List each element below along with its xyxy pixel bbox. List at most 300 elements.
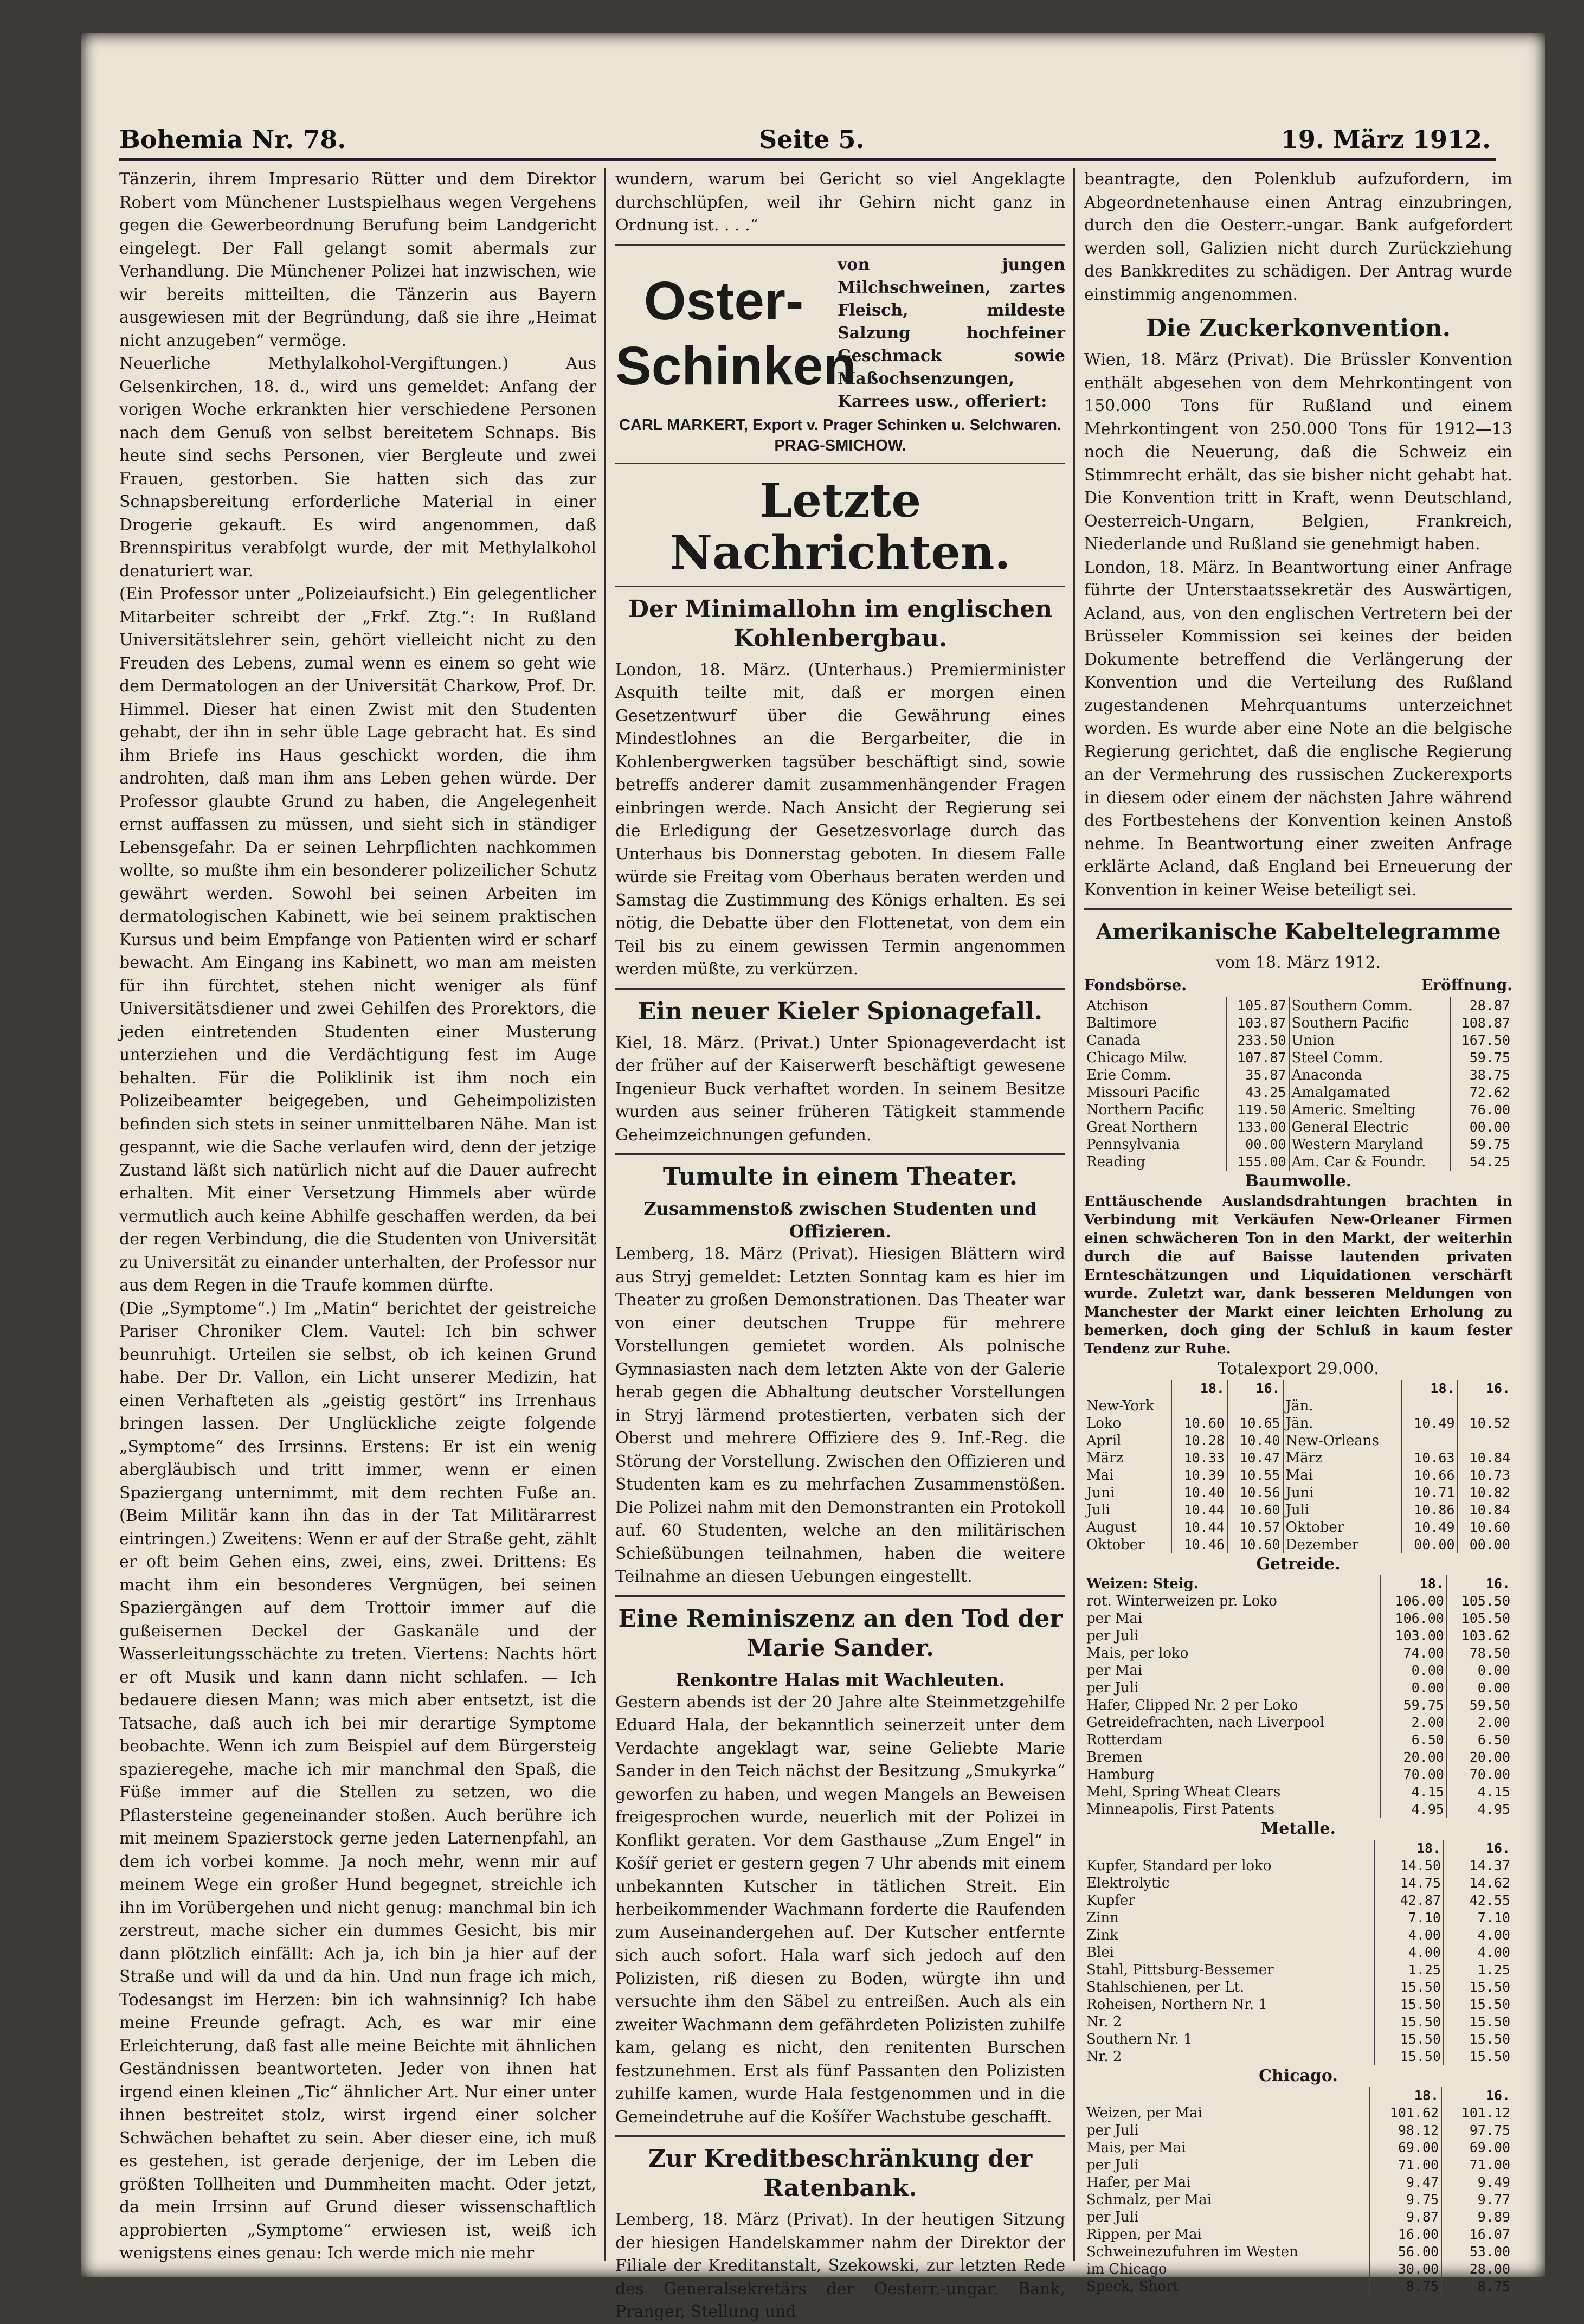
table-row xyxy=(1084,1519,1512,1536)
table-cell: 101.12 xyxy=(1441,2104,1512,2122)
table-cell: 14.37 xyxy=(1444,1857,1512,1874)
table-header-row xyxy=(1084,1840,1512,1857)
table-cell: Nr. 2 xyxy=(1086,2048,1122,2065)
table-cell: 10.66 xyxy=(1402,1467,1458,1484)
table-cell: 70.00 xyxy=(1447,1766,1512,1783)
table-cell: 10.49 xyxy=(1402,1415,1458,1432)
table-row xyxy=(1084,1136,1512,1153)
table-cell: Stahlschienen, per Lt. xyxy=(1086,1979,1245,1995)
table-cell: 2.00 xyxy=(1447,1714,1512,1731)
table-header-cell: 16. xyxy=(1447,1575,1512,1593)
table-header-row xyxy=(1084,1575,1512,1593)
table-cell: 00.00 xyxy=(1226,1136,1289,1153)
article-heading: Der Minimallohn im englischen Kohlenbergbau. xyxy=(628,595,1053,652)
table-cell: General Electric xyxy=(1289,1119,1451,1136)
table-cell: 71.00 xyxy=(1441,2156,1512,2174)
table-cell: 10.44 xyxy=(1171,1501,1227,1519)
table-cell: 53.00 xyxy=(1441,2243,1512,2261)
table-cell: 15.50 xyxy=(1374,2031,1444,2048)
table-cell xyxy=(1402,1397,1458,1415)
table-cell: 1.25 xyxy=(1374,1961,1444,1979)
table-cell: 10.60 xyxy=(1458,1519,1512,1536)
table-cell: März xyxy=(1086,1449,1124,1466)
newspaper-page xyxy=(81,33,1545,2321)
table-row xyxy=(1084,2048,1512,2065)
table-cell: 59.75 xyxy=(1450,1136,1512,1153)
table-cell: 4.95 xyxy=(1447,1801,1512,1818)
chicago-label: Chicago. xyxy=(1259,2066,1338,2085)
table-cell: 69.00 xyxy=(1441,2139,1512,2156)
table-cell: 10.84 xyxy=(1458,1449,1512,1467)
table-row xyxy=(1084,1645,1512,1662)
table-cell: 98.12 xyxy=(1370,2122,1441,2139)
table-cell: 15.50 xyxy=(1444,2013,1512,2031)
table-row xyxy=(1084,1101,1512,1119)
header-rule xyxy=(119,158,1496,161)
table-row xyxy=(1084,1397,1512,1415)
article-heading: Ein neuer Kieler Spionagefall. xyxy=(638,997,1043,1025)
table-row xyxy=(1084,1944,1512,1961)
table-cell: 8.75 xyxy=(1441,2278,1512,2295)
separator xyxy=(1084,908,1512,910)
table-header-cell xyxy=(1084,1380,1171,1397)
table-cell: New-Orleans xyxy=(1283,1432,1402,1449)
table-cell: April xyxy=(1086,1432,1122,1449)
table-cell: im Chicago xyxy=(1086,2261,1167,2277)
table-cell: 10.60 xyxy=(1171,1415,1227,1432)
table-row xyxy=(1084,1927,1512,1944)
col2-intro: wundern, warum bei Gericht so viel Angeklagte durchschlüpfen, weil ihr Gehirn nicht ganz in Ordnung ist. . . .“ xyxy=(615,170,1065,235)
table-row xyxy=(1084,2013,1512,2031)
table-header-cell: 16. xyxy=(1227,1380,1283,1397)
table-cell: 10.73 xyxy=(1458,1467,1512,1484)
table-row xyxy=(1084,2243,1512,2261)
table-cell: 2.00 xyxy=(1380,1714,1446,1731)
table-row xyxy=(1084,1484,1512,1501)
article-text: London, 18. März. (Unterhaus.) Premierminister Asquith teilte mit, daß er morgen einen Gesetzentwurf über die Gewährung eines Mindestlohnes an die Bergarbeiter, die in Kohlenbergwerken tagsüber beschäftigt sind, sowie betreffs anderer damit zusammenhängender Fragen einbringen werde. Nach Ansicht der Regierung sei die Erledigung der Gesetzesvorlage durch das Unterhaus bis Donnerstag geboten. In diesem Falle würde sie Freitag vom Oberhaus beraten werden und Samstag die Zustimmung des Königs erhalten. Es sei nötig, die Debatte über den Flottenetat, von dem ein Teil bis zu einem gewissen Termin angenommen werden müßte, zu verkürzen. xyxy=(615,660,1065,979)
table-cell: 10.52 xyxy=(1458,1415,1512,1432)
fonds-label: Fondsbörse. xyxy=(1084,976,1187,994)
table-cell: Weizen, per Mai xyxy=(1086,2104,1202,2121)
table-header-cell: 18. xyxy=(1370,2087,1441,2104)
table-cell: 14.62 xyxy=(1444,1874,1512,1892)
table-row xyxy=(1084,2031,1512,2048)
table-header-cell: 18. xyxy=(1374,1840,1444,1857)
table-cell: Mai xyxy=(1086,1467,1114,1484)
table-cell: Reading xyxy=(1086,1153,1145,1170)
table-cell: Canada xyxy=(1086,1032,1141,1049)
table-cell: 30.00 xyxy=(1370,2261,1441,2278)
table-row xyxy=(1084,2209,1512,2226)
table-cell: Rippen, per Mai xyxy=(1086,2226,1202,2243)
table-cell: März xyxy=(1283,1449,1402,1467)
separator xyxy=(615,244,1065,246)
table-cell: 101.62 xyxy=(1370,2104,1441,2122)
table-cell: Hafer, Clipped Nr. 2 per Loko xyxy=(1086,1697,1298,1713)
table-cell: Kupfer, Standard per loko xyxy=(1086,1857,1272,1874)
table-cell: 7.10 xyxy=(1444,1909,1512,1927)
table-cell: August xyxy=(1086,1519,1137,1536)
col1-paragraph: (Ein Professor unter „Polizeiaufsicht.) Ein gelegentlicher Mitarbeiter schreibt der „Frkf. Ztg.“: In Rußland Universitätslehrer sein, gehört vielleicht nicht zu den Freuden des Lebens, zumal wenn es einem so geht wie dem Dermatologen an der Universität Charkow, Prof. Dr. Himmel. Dieser hat einen Zwist mit den Studenten gehabt, der ihn in sehr üble Lage gebracht hat. Es sind ihm Briefe ins Haus geschickt worden, die ihm androhten, daß man ihm ans Leben gehen würde. Der Professor glaubte Grund zu haben, die Angelegenheit ernst auffassen zu müssen, und sieht sich in ständiger Lebensgefahr. Da er seinen Lehrpflichten nachkommen wollte, so mußte ihm ein besonderer polizeilicher Schutz gewährt werden. Sowohl bei seinen Arbeiten im dermatologischen Kabinett, wie bei seinem praktischen Kursus und beim Empfange von Patienten wird er scharf bewacht. Am Eingang ins Kabinett, wo man am meisten für ihn fürchtet, stehen nicht weniger als fünf Universitätsdiener und zwei Gehilfen des Prorektors, die jeden eintretenden Studenten einer Musterung unterziehen und die Verdächtigung fest im Auge behalten. Für die Poliklinik ist ihm noch ein Polizeibeamter beigegeben, und Geheimpolizisten befinden sich stets in seiner unmittelbaren Nähe. Man ist gespannt, wie die Sache verlaufen wird, denn der jetzige Zustand läßt sich natürlich nicht auf die Dauer aufrecht erhalten. Mit einer Versetzung Himmels aber würde vermutlich auch keine Abhilfe geschaffen werden, da bei der regen Verbindung, die die Studenten von Universität zu Universität zu einander unterhalten, der Professor nur aus dem Regen in die Traufe kommen dürfte. xyxy=(119,585,596,1295)
table-row xyxy=(1084,1627,1512,1645)
table-cell: Juli xyxy=(1086,1501,1110,1518)
article-subheading: Renkontre Halas mit Wachleuten. xyxy=(675,1669,1005,1690)
table-cell: 42.55 xyxy=(1444,1892,1512,1909)
table-cell: 72.62 xyxy=(1450,1084,1512,1101)
table-cell: 10.86 xyxy=(1402,1501,1458,1519)
table-cell: Roheisen, Northern Nr. 1 xyxy=(1086,1996,1267,2013)
section-heading: Letzte Nachrichten. xyxy=(669,473,1011,580)
table-header-cell xyxy=(1084,1840,1374,1857)
table-cell: per Juli xyxy=(1086,2122,1139,2139)
table-cell: Pennsylvania xyxy=(1086,1136,1180,1153)
issue-label: Bohemia Nr. 78. xyxy=(119,125,346,154)
table-cell: 15.50 xyxy=(1444,1979,1512,1996)
metal-table xyxy=(1084,1840,1512,2065)
table-cell: 56.00 xyxy=(1370,2243,1441,2261)
total-export: Totalexport 29.000. xyxy=(1218,1359,1379,1378)
table-row xyxy=(1084,1697,1512,1714)
table-cell: Steel Comm. xyxy=(1289,1049,1451,1067)
advertisement-oster-schinken xyxy=(615,252,1065,415)
table-cell: 8.75 xyxy=(1370,2278,1441,2295)
table-cell: 4.00 xyxy=(1374,1944,1444,1961)
table-cell: 00.00 xyxy=(1450,1119,1512,1136)
table-cell: 10.63 xyxy=(1402,1449,1458,1467)
table-cell: Mais, per Mai xyxy=(1086,2139,1186,2156)
issue-date: 19. März 1912. xyxy=(1280,125,1491,154)
table-cell: 10.40 xyxy=(1227,1432,1283,1449)
table-cell: 9.87 xyxy=(1370,2209,1441,2226)
table-cell: 10.39 xyxy=(1171,1467,1227,1484)
table-cell: per Mai xyxy=(1086,1610,1143,1627)
table-cell: Getreidefrachten, nach Liverpool xyxy=(1086,1714,1324,1731)
table-row xyxy=(1084,2122,1512,2139)
table-row xyxy=(1084,1714,1512,1731)
table-cell: 38.75 xyxy=(1450,1067,1512,1084)
table-cell: New-York xyxy=(1086,1397,1155,1414)
col1-paragraph: Tänzerin, ihrem Impresario Rütter und dem Direktor Robert vom Münchener Lustspielhaus wegen Vergehens gegen die Gewerbeordnung Berufung beim Landgericht eingelegt. Der Fall gelangt somit abermals zur Verhandlung. Die Münchener Polizei hat inzwischen, wie wir bereits mitteilten, die Tänzerin aus Bayern ausgewiesen mit der Begründung, daß sie ihre „Heimat nicht anzugeben“ vermöge. xyxy=(119,170,596,350)
table-cell xyxy=(1402,1432,1458,1449)
article-text: Gestern abends ist der 20 Jahre alte Steinmetzgehilfe Eduard Hala, der bekanntlich seinerzeit unter dem Verdachte angeklagt war, seine Geliebte Marie Sander in den Teich nächst der Besitzung „Smukyrka“ geworfen zu haben, und wegen Mangels an Beweisen freigesprochen wurde, neuerlich mit der Polizei in Konflikt geraten. Vor dem Gasthause „Zum Engel“ in Košíř geriet er gestern gegen 7 Uhr abends mit einem unbekannten Kutscher in tätlichen Streit. Ein herbeikommender Wachmann forderte die Raufenden zum Auseinandergehen auf. Der Kutscher entfernte sich auch sofort. Hala warf sich jedoch auf den Polizisten, riß diesen zu Boden, würgte ihn und versuchte ihm den Säbel zu entreißen. Auch als ein zweiter Wachmann dem gefährdeten Polizisten zuhilfe kam, gelang es nicht, den renitenten Burschen festzunehmen. Erst als fünf Passanten den Polizisten zuhilfe kamen, wurde Hala festgenommen und in die Gemeindetruhe auf die Košířer Wachstube geschafft. xyxy=(615,1692,1065,2127)
table-cell: Southern Comm. xyxy=(1289,997,1451,1015)
table-cell: 6.50 xyxy=(1380,1731,1446,1749)
table-cell: Zink xyxy=(1086,1927,1118,1943)
table-cell: Americ. Smelting xyxy=(1289,1101,1451,1119)
table-cell: 69.00 xyxy=(1370,2139,1441,2156)
table-row xyxy=(1084,1662,1512,1679)
col1-paragraph: Neuerliche Methylalkohol-Vergiftungen.) Aus Gelsenkirchen, 18. d., wird uns gemeldet: Anfang der vorigen Woche erkrankten hier verschiedene Personen nach dem Genuß von selbst bereitetem Schnaps. Bis heute sind sechs Personen, vier Bergleute und zwei Frauen, gestorben. Sie hatten sich das zur Schnapsbereitung erforderliche Material in einer Drogerie gekauft. Es wird angenommen, daß Brennspiritus verabfolgt wurde, der mit Methylalkohol denaturiert war. xyxy=(119,354,596,581)
column-3 xyxy=(1084,168,1512,2295)
table-cell: Great Northern xyxy=(1086,1119,1198,1135)
table-cell: 15.50 xyxy=(1444,1996,1512,2013)
table-row xyxy=(1084,1015,1512,1032)
ad-title xyxy=(615,268,857,399)
table-cell: 0.00 xyxy=(1447,1679,1512,1697)
article-text: Lemberg, 18. März (Privat). Hiesigen Blättern wird aus Stryj gemeldet: Letzten Sonntag kam es hier im Theater zu großen Demonstrationen. Das Theater war von einer deutschen Truppe für mehrere Vorstellungen gemietet worden. Als polnische Gymnasiasten nach dem letzten Akte von der Galerie herab gegen die Abhaltung deutscher Vorstellungen in Stryj lärmend protestierten, verbaten sich der Oberst und mehrere Offiziere des 9. Inf.-Reg. die Störung der Vorstellung. Zwischen den Offizieren und Studenten kam es zu mehrfachen Zusammenstößen. Die Polizei nahm mit den Demonstranten ein Protokoll auf. 60 Studenten, welche an den militärischen Schießübungen teilnahmen, haben die weitere Teilnahme an diesen Uebungen eingestellt. xyxy=(615,1244,1065,1586)
table-row xyxy=(1084,2191,1512,2209)
table-row xyxy=(1084,1536,1512,1553)
table-row xyxy=(1084,1049,1512,1067)
table-row xyxy=(1084,1979,1512,1996)
table-row xyxy=(1084,1857,1512,1874)
table-cell: Chicago Milw. xyxy=(1086,1049,1188,1066)
table-cell: 107.87 xyxy=(1226,1049,1289,1067)
ad-firm: CARL MARKERT, Export v. Prager Schinken u. Selchwaren. xyxy=(619,416,1061,434)
table-row xyxy=(1084,2226,1512,2243)
table-cell: 10.84 xyxy=(1458,1501,1512,1519)
article-heading: Zur Kreditbeschränkung der Ratenbank. xyxy=(648,2145,1033,2202)
table-row xyxy=(1084,1766,1512,1783)
table-cell: Mehl, Spring Wheat Clears xyxy=(1086,1783,1281,1800)
table-cell: 42.87 xyxy=(1374,1892,1444,1909)
table-cell: Erie Comm. xyxy=(1086,1067,1171,1083)
table-cell: 76.00 xyxy=(1450,1101,1512,1119)
table-cell: Mais, per loko xyxy=(1086,1645,1189,1661)
separator xyxy=(615,1595,1065,1597)
table-cell: Juni xyxy=(1283,1484,1402,1501)
table-cell: Elektrolytic xyxy=(1086,1874,1170,1891)
table-cell: 103.62 xyxy=(1447,1627,1512,1645)
table-cell: Speck, Short xyxy=(1086,2278,1179,2295)
table-cell: Juli xyxy=(1283,1501,1402,1519)
table-row xyxy=(1084,1909,1512,1927)
table-cell: 10.57 xyxy=(1227,1519,1283,1536)
table-row xyxy=(1084,1593,1512,1610)
table-cell: 15.50 xyxy=(1444,2048,1512,2065)
table-cell: 7.10 xyxy=(1374,1909,1444,1927)
table-row xyxy=(1084,1032,1512,1049)
article-heading: Die Zuckerkonvention. xyxy=(1146,314,1451,342)
ad-place: PRAG-SMICHOW. xyxy=(774,436,906,454)
table-row xyxy=(1084,1119,1512,1136)
table-cell: 10.47 xyxy=(1227,1449,1283,1467)
table-header-cell: 18. xyxy=(1402,1380,1458,1397)
table-cell: 6.50 xyxy=(1447,1731,1512,1749)
table-row xyxy=(1084,1783,1512,1801)
table-header-row xyxy=(1084,1380,1512,1397)
column-2 xyxy=(615,168,1065,2321)
article-text: Lemberg, 18. März (Privat). In der heutigen Sitzung der hiesigen Handelskammer nahm der Direktor der Filiale der Kreditanstalt, Szekowski, zur letzten Rede des Generalsekretärs der Oesterr.-ungar. Bank, Pranger, Stellung und xyxy=(615,2210,1065,2321)
table-cell: Hafer, per Mai xyxy=(1086,2174,1191,2191)
separator xyxy=(615,1153,1065,1155)
table-cell: 119.50 xyxy=(1226,1101,1289,1119)
table-cell: Amalgamated xyxy=(1289,1084,1451,1101)
table-cell: per Juli xyxy=(1086,2156,1139,2173)
table-cell: 106.00 xyxy=(1380,1593,1446,1610)
table-cell: 15.50 xyxy=(1374,2013,1444,2031)
table-row xyxy=(1084,1749,1512,1766)
table-cell: 0.00 xyxy=(1380,1662,1446,1679)
table-row xyxy=(1084,1996,1512,2013)
col3-intro: beantragte, den Polenklub aufzufordern, im Abgeordnetenhause einen Antrag einzubringen, durch den die Oesterr.-ungar. Bank aufgefordert werden soll, Galizien nicht durch Zurückziehung des Bankkredites zu schädigen. Der Antrag wurde einstimmig angenommen. xyxy=(1084,170,1512,304)
table-header-cell xyxy=(1084,2087,1370,2104)
table-cell: 16.07 xyxy=(1441,2226,1512,2243)
table-cell: 59.75 xyxy=(1380,1697,1446,1714)
separator xyxy=(615,463,1065,464)
table-cell: Missouri Pacific xyxy=(1086,1084,1200,1101)
table-cell: 10.82 xyxy=(1458,1484,1512,1501)
table-cell: per Juli xyxy=(1086,1679,1139,1696)
ad-title-line-2: Schinken xyxy=(615,335,857,396)
table-cell: per Juli xyxy=(1086,2209,1139,2225)
table-cell: 9.89 xyxy=(1441,2209,1512,2226)
table-header-cell: 18. xyxy=(1380,1575,1446,1593)
table-cell: 9.75 xyxy=(1370,2191,1441,2209)
table-cell: Loko xyxy=(1086,1415,1122,1431)
table-cell: 10.46 xyxy=(1171,1536,1227,1553)
table-cell: 16.00 xyxy=(1370,2226,1441,2243)
table-cell: 10.60 xyxy=(1227,1536,1283,1553)
article-subheading: Zusammenstoß zwischen Studenten und Offizieren. xyxy=(643,1198,1037,1242)
separator xyxy=(615,988,1065,990)
table-cell: Southern Nr. 1 xyxy=(1086,2031,1193,2047)
table-row xyxy=(1084,2156,1512,2174)
table-cell: 20.00 xyxy=(1380,1749,1446,1766)
table-row xyxy=(1084,1801,1512,1818)
table-header-cell: 18. xyxy=(1171,1380,1227,1397)
table-cell: 74.00 xyxy=(1380,1645,1446,1662)
table-cell: per Juli xyxy=(1086,1627,1139,1644)
chicago-table xyxy=(1084,2087,1512,2295)
table-row xyxy=(1084,2261,1512,2278)
table-cell: 108.87 xyxy=(1450,1015,1512,1032)
table-cell: 20.00 xyxy=(1447,1749,1512,1766)
article-heading: Tumulte in einem Theater. xyxy=(662,1163,1018,1191)
table-cell: Schweinezufuhren im Westen xyxy=(1086,2243,1298,2260)
separator xyxy=(615,586,1065,587)
table-cell: Hamburg xyxy=(1086,1766,1155,1783)
table-row xyxy=(1084,1892,1512,1909)
table-cell: 28.00 xyxy=(1441,2261,1512,2278)
table-cell: 4.95 xyxy=(1380,1801,1446,1818)
table-row xyxy=(1084,2104,1512,2122)
table-row xyxy=(1084,2139,1512,2156)
table-cell: Kupfer xyxy=(1086,1892,1135,1909)
separator xyxy=(615,2135,1065,2137)
table-cell: Jän. xyxy=(1283,1415,1402,1432)
table-cell xyxy=(1458,1397,1512,1415)
table-cell: Southern Pacific xyxy=(1289,1015,1451,1032)
table-cell: 15.50 xyxy=(1374,2048,1444,2065)
table-cell: Jän. xyxy=(1283,1397,1402,1415)
table-cell: 9.49 xyxy=(1441,2174,1512,2191)
table-cell: per Mai xyxy=(1086,1662,1143,1679)
fonds-header xyxy=(1084,974,1512,997)
col1-paragraph: (Die „Symptome“.) Im „Matin“ berichtet der geistreiche Pariser Chroniker Clem. Vautel: Ich bin schwer beunruhigt. Urteilen sie selbst, ob ich keinen Grund habe. Der Dr. Vallon, ein Licht unserer Medizin, hat einen Verhafteten als „geistig gestört“ ins Irrenhaus bringen lassen. Der Unglückliche zeigte folgende „Symptome“ des Irrsinns. Erstens: Er ist ein wenig abergläubisch und tritt immer, wenn er einen Spaziergang unternimmt, mit dem rechten Fuße an. (Beim Militär kann ihn das in der Tat Militärarrest eintringen.) Zweitens: Wenn er auf der Straße geht, zählt er oft beim Gehen eins, zwei, eins, zwei. Drittens: Es macht ihm ein besonderes Vergnügen, bei seinen Spaziergängen auf dem Trottoir immer auf die gußeisernen Deckel der Gaskanäle und der Wasserleitungsschächte zu treten. Viertens: Nachts hört er oft Musik und kann dann nicht schlafen. — Ich bedauere diesen Mann; was mich aber entsetzt, ist die Tatsache, daß auch ich bei mir derartige Symptome beobachte. Wenn ich zum Beispiel auf dem Bürgersteig spazieregehe, mache ich mir manchmal den Spaß, die Füße immer auf die Stellen zu setzen, wo die Pflastersteine gegeneinander stoßen. Auch berühre ich mit meinem Spazierstock gerne jeden Laternenpfahl, an dem ich vorbei komme. Ja noch mehr, wenn mir auf meinem Wege ein großer Hund begegnet, streichle ich ihn im Vorübergehen und nicht genug: manchmal bin ich zerstreut, mache sicher ein dummes Gesicht, bis mir dann plötzlich einfällt: Ach ja, ich bin ja hier auf der Straße und will da und da hin. Und nun frage ich mich, Todesangst im Herzen: bin ich wahnsinnig? Ich habe meine Freunde gefragt. Ach, es war mir eine Erleichterung, daß fast alle meine Beichte mit ähnlichen Geständnissen beantworteten. Jeder von ihnen hat irgend einen kleinen „Tic“ ähnlicher Art. Nur einer unter ihnen bestreitet stolz, wirst irgend einer solcher Schwächen behaftet zu sein. Aber dieser eine, ich muß es gestehen, ist gerade derjenige, der im Leben die größten Tollheiten und Dummheiten macht. Oder jetzt, da mein Irrsinn auf Grund dieser wissenschaftlich approbierten „Symptome“ erwiesen ist, weiß ich wenigstens eines genau: Ich werde mich nie mehr xyxy=(119,1299,596,2263)
cotton-table xyxy=(1084,1380,1512,1553)
table-cell: 00.00 xyxy=(1458,1536,1512,1553)
table-cell: 10.65 xyxy=(1227,1415,1283,1432)
table-row xyxy=(1084,1731,1512,1749)
table-row xyxy=(1084,2174,1512,2191)
table-row xyxy=(1084,1610,1512,1627)
table-cell: 70.00 xyxy=(1380,1766,1446,1783)
page-number: Seite 5. xyxy=(759,125,865,154)
table-cell: 43.25 xyxy=(1226,1084,1289,1101)
column-1 xyxy=(119,168,596,2272)
getreide-label: Getreide. xyxy=(1256,1554,1341,1574)
table-cell: 10.49 xyxy=(1402,1519,1458,1536)
table-cell: Northern Pacific xyxy=(1086,1101,1205,1118)
table-cell: Oktober xyxy=(1086,1536,1145,1553)
table-row xyxy=(1084,1679,1512,1697)
table-cell: Schmalz, per Mai xyxy=(1086,2191,1212,2208)
section-heading: Amerikanische Kabeltelegramme xyxy=(1096,919,1501,945)
table-cell: 14.50 xyxy=(1374,1857,1444,1874)
table-row xyxy=(1084,1153,1512,1171)
table-cell: 155.00 xyxy=(1226,1153,1289,1171)
table-row xyxy=(1084,2278,1512,2295)
table-row xyxy=(1084,997,1512,1015)
table-cell: 10.33 xyxy=(1171,1449,1227,1467)
table-cell: 103.87 xyxy=(1226,1015,1289,1032)
column-divider xyxy=(604,168,606,2261)
table-cell: 78.50 xyxy=(1447,1645,1512,1662)
table-row xyxy=(1084,1874,1512,1892)
table-header-cell xyxy=(1283,1380,1402,1397)
table-cell: 59.75 xyxy=(1450,1049,1512,1067)
table-cell: Nr. 2 xyxy=(1086,2013,1122,2030)
table-cell: 10.56 xyxy=(1227,1484,1283,1501)
table-cell: rot. Winterweizen pr. Loko xyxy=(1086,1593,1277,1609)
table-cell: 9.77 xyxy=(1441,2191,1512,2209)
table-cell: 4.15 xyxy=(1380,1783,1446,1801)
table-cell: 105.50 xyxy=(1447,1610,1512,1627)
table-cell: Blei xyxy=(1086,1944,1115,1961)
table-cell: 10.44 xyxy=(1171,1519,1227,1536)
table-cell: Union xyxy=(1289,1032,1451,1049)
article-text: Kiel, 18. März. (Privat.) Unter Spionageverdacht ist der früher auf der Kaiserwerft beschäftigt gewesene Ingenieur Buck verhaftet worden. In seinem Besitze wurden aus seiner früheren Tätigkeit stammende Geheimzeichnungen gefunden. xyxy=(615,1033,1065,1145)
table-cell: Juni xyxy=(1086,1484,1115,1501)
table-cell: 14.75 xyxy=(1374,1874,1444,1892)
table-cell xyxy=(1458,1432,1512,1449)
baumwolle-label: Baumwolle. xyxy=(1245,1171,1352,1191)
table-row xyxy=(1084,1961,1512,1979)
table-cell: 4.00 xyxy=(1444,1927,1512,1944)
article-heading: Eine Reminiszenz an den Tod der Marie Sander. xyxy=(618,1604,1063,1662)
baumwolle-text: Enttäuschende Auslandsdrahtungen brachten in Verbindung mit Verkäufen New-Orleaner Firmen einen schwächeren Ton in den Markt, der weiterhin durch die auf Baisse lautenden privaten Ernteschätzungen und Liquidationen verschärft wurde. Zuletzt war, dank besseren Meldungen von Manchester der Markt einer leichten Erholung zu bemerken, doch ging der Schluß in kaum fester Tendenz zur Ruhe. xyxy=(1084,1193,1512,1357)
table-cell: Rotterdam xyxy=(1086,1731,1163,1748)
table-cell: 4.15 xyxy=(1447,1783,1512,1801)
table-cell: 105.87 xyxy=(1226,997,1289,1015)
table-cell: 4.00 xyxy=(1444,1944,1512,1961)
table-header-cell: 16. xyxy=(1458,1380,1512,1397)
table-cell: 0.00 xyxy=(1447,1662,1512,1679)
table-cell: 35.87 xyxy=(1226,1067,1289,1084)
table-header-cell: Weizen: Steig. xyxy=(1086,1575,1199,1592)
table-cell: 10.71 xyxy=(1402,1484,1458,1501)
table-row xyxy=(1084,1449,1512,1467)
table-cell: Baltimore xyxy=(1086,1015,1157,1031)
article-text: Wien, 18. März (Privat). Die Brüssler Konvention enthält abgesehen von dem Mehrkontingent von 150.000 Tons für Rußland und einem Mehrkontingent von 250.000 Tons für 1912—13 noch die Neuerung, daß die Schweiz ein Stimmrecht erhält, das sie bisher nicht gehabt hat. Die Konvention tritt in Kraft, wenn Deutschland, Oesterreich-Ungarn, Belgien, Frankreich, Niederlande und Rußland sie genehmigt haben. xyxy=(1084,350,1512,554)
table-cell: Stahl, Pittsburg-Bessemer xyxy=(1086,1961,1274,1978)
table-cell: Dezember xyxy=(1283,1536,1402,1553)
table-cell: 00.00 xyxy=(1402,1536,1458,1553)
table-row xyxy=(1084,1084,1512,1101)
table-cell xyxy=(1171,1397,1227,1415)
ad-title-line-1: Oster- xyxy=(643,270,804,331)
table-cell: 28.87 xyxy=(1450,997,1512,1015)
table-cell: 233.50 xyxy=(1226,1032,1289,1049)
table-cell: Western Maryland xyxy=(1289,1136,1451,1153)
table-cell: 1.25 xyxy=(1444,1961,1512,1979)
table-cell: 15.50 xyxy=(1374,1996,1444,2013)
table-cell: 54.25 xyxy=(1450,1153,1512,1171)
table-cell: 10.40 xyxy=(1171,1484,1227,1501)
table-cell: Mai xyxy=(1283,1467,1402,1484)
table-cell: 4.00 xyxy=(1374,1927,1444,1944)
